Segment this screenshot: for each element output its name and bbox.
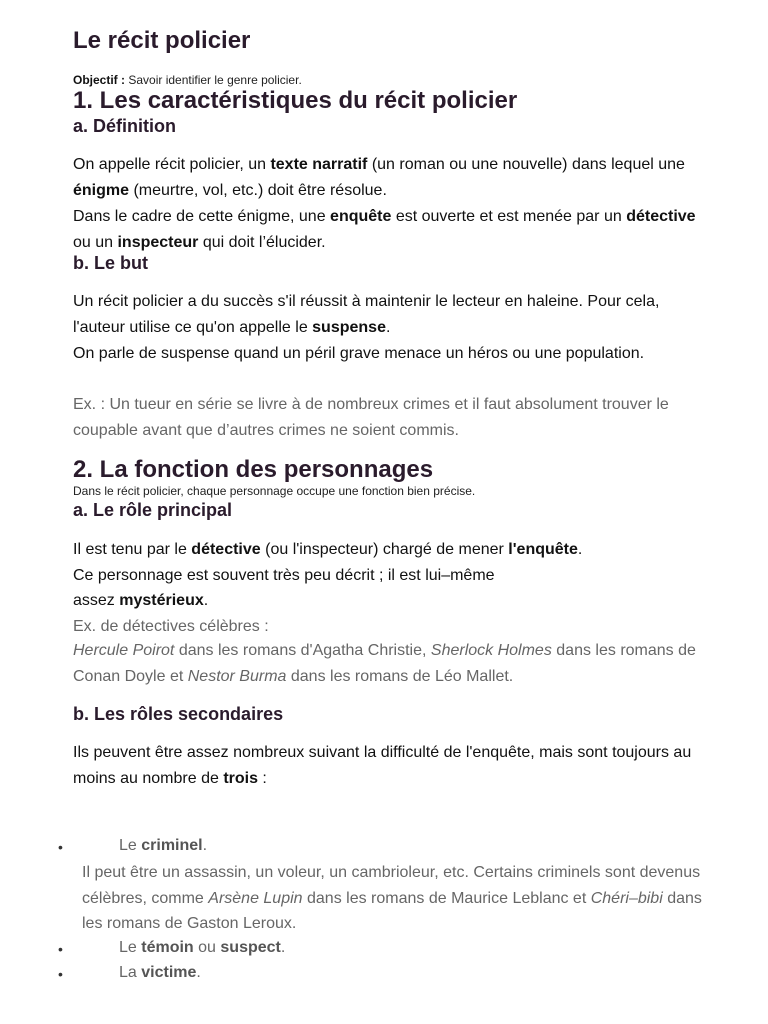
list-item-victim: La victime. bbox=[119, 964, 201, 981]
list-item-witness: Le témoin ou suspect. bbox=[119, 939, 286, 956]
secondary-roles-paragraph: Ils peuvent être assez nombreux suivant la difficulté de l'enquête, mais sont toujours au moins au nombre de trois : bbox=[73, 744, 692, 787]
objective-line bbox=[73, 73, 302, 87]
main-role-paragraph-1: Il est tenu par le détective (ou l'inspecteur) chargé de mener l'enquête. bbox=[73, 541, 583, 558]
objective-text: Savoir identifier le genre policier. bbox=[125, 73, 302, 87]
main-role-heading: a. Le rôle principal bbox=[73, 500, 233, 520]
definition-paragraph-1: On appelle récit policier, un texte narratif (un roman ou une nouvelle) dans lequel une énigme (meurtre, vol, etc.) doit être résolue. bbox=[73, 156, 685, 199]
detective-examples: Hercule Poirot dans les romans d'Agatha Christie, Sherlock Holmes dans les romans de Conan Doyle et Nestor Burma dans les romans de Léo Mallet. bbox=[73, 642, 696, 685]
list-bullet: • bbox=[58, 839, 63, 855]
main-role-paragraph-3: assez mystérieux. bbox=[73, 592, 209, 609]
list-item-criminal: Le criminel. bbox=[119, 837, 208, 854]
section-2-intro: Dans le récit policier, chaque personnage occupe une fonction bien précise. bbox=[73, 484, 476, 498]
secondary-roles-heading: b. Les rôles secondaires bbox=[73, 704, 284, 724]
objective-label: Objectif : bbox=[73, 73, 126, 87]
section-1-heading: 1. Les caractéristiques du récit policier bbox=[73, 87, 518, 114]
detective-examples-label: Ex. de détectives célèbres : bbox=[73, 618, 269, 635]
page-title: Le récit policier bbox=[73, 27, 251, 54]
definition-heading: a. Définition bbox=[73, 116, 176, 136]
section-2-heading: 2. La fonction des personnages bbox=[73, 456, 434, 483]
definition-paragraph-2: Dans le cadre de cette énigme, une enquête est ouverte et est menée par un détective ou un inspecteur qui doit l’élucider. bbox=[73, 208, 696, 251]
goal-paragraph-1: Un récit policier a du succès s'il réussit à maintenir le lecteur en haleine. Pour cela, l'auteur utilise ce qu'on appelle le suspense. bbox=[73, 293, 660, 336]
list-bullet: • bbox=[58, 941, 63, 957]
goal-example: Ex. : Un tueur en série se livre à de nombreux crimes et il faut absolument trouver le coupable avant que d’autres crimes ne soient commis. bbox=[73, 396, 669, 439]
list-bullet: • bbox=[58, 966, 63, 982]
goal-paragraph-2: On parle de suspense quand un péril grave menace un héros ou une population. bbox=[73, 345, 645, 362]
criminal-description: Il peut être un assassin, un voleur, un cambrioleur, etc. Certains criminels sont devenus célèbres, comme Arsène Lupin dans les romans de Maurice Leblanc et Chéri–bibi dans les romans de Gaston Leroux. bbox=[82, 864, 702, 932]
goal-heading: b. Le but bbox=[73, 253, 148, 273]
main-role-paragraph-2: Ce personnage est souvent très peu décrit ; il est lui–même bbox=[73, 567, 495, 584]
